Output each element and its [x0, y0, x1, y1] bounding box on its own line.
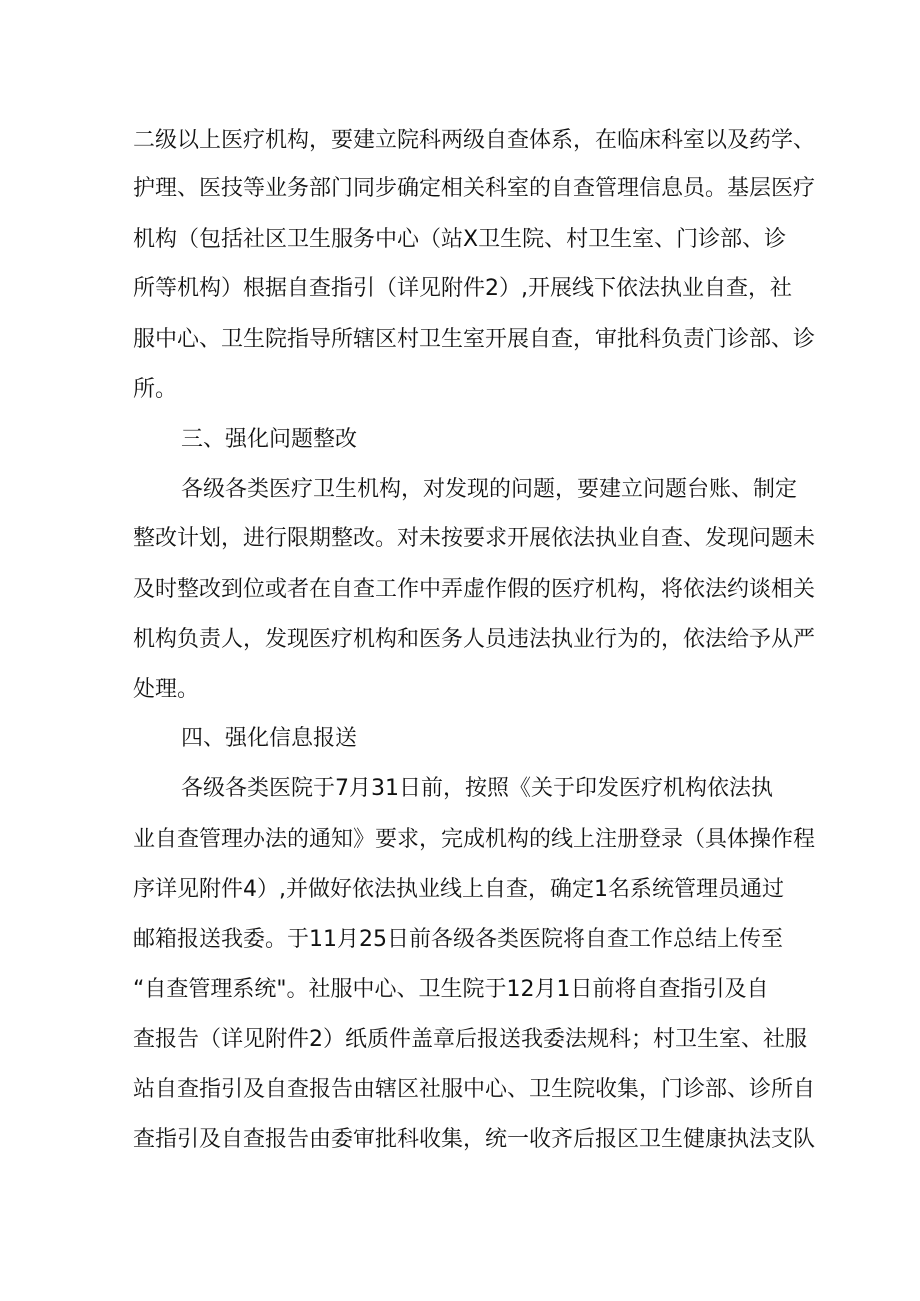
paragraph-3-line-4: 邮箱报送我委。于11月25日前各级各类医院将自查工作总结上传至	[133, 927, 783, 952]
paragraph-3-line-5: “自查管理系统"。社服中心、卫生院于12月1日前将自查指引及自	[133, 977, 769, 1002]
paragraph-2-line-5: 处理。	[133, 677, 200, 702]
paragraph-2-line-2: 整改计划，进行限期整改。对未按要求开展依法执业自查、发现问题未	[133, 526, 816, 551]
paragraph-1-line-1: 二级以上医疗机构，要建立院科两级自查体系，在临床科室以及药学、	[133, 128, 816, 153]
paragraph-2-line-1: 各级各类医疗卫生机构，对发现的问题，要建立问题台账、制定	[181, 477, 798, 502]
section-heading-4: 四、强化信息报送	[181, 726, 358, 751]
paragraph-1-line-3: 机构（包括社区卫生服务中心（站X卫生院、村卫生室、门诊部、诊	[133, 227, 787, 252]
paragraph-3-line-1: 各级各类医院于7月31日前，按照《关于印发医疗机构依法执	[181, 776, 773, 801]
section-heading-3: 三、强化问题整改	[181, 427, 358, 452]
paragraph-2-line-3: 及时整改到位或者在自查工作中弄虚作假的医疗机构，将依法约谈相关	[133, 577, 816, 602]
paragraph-3-line-8: 查指引及自查报告由委审批科收集，统一收齐后报区卫生健康执法支队	[133, 1127, 816, 1152]
paragraph-3-line-3: 序详见附件4）,并做好依法执业线上自查，确定1名系统管理员通过	[133, 877, 784, 902]
paragraph-3-line-6: 查报告（详见附件2）纸质件盖章后报送我委法规科；村卫生室、社服	[133, 1027, 807, 1052]
paragraph-1-line-5: 服中心、卫生院指导所辖区村卫生室开展自查，审批科负责门诊部、诊	[133, 327, 816, 352]
paragraph-1-line-2: 护理、医技等业务部门同步确定相关科室的自查管理信息员。基层医疗	[133, 176, 816, 201]
paragraph-2-line-4: 机构负责人，发现医疗机构和医务人员违法执业行为的，依法给予从严	[133, 627, 816, 652]
paragraph-1-line-6: 所。	[133, 377, 178, 402]
paragraph-1-line-4: 所等机构）根据自查指引（详见附件2）,开展线下依法执业自查，社	[133, 276, 792, 301]
paragraph-3-line-2: 业自查管理办法的通知》要求，完成机构的线上注册登录（具体操作程	[133, 827, 816, 852]
paragraph-3-line-7: 站自查指引及自查报告由辖区社服中心、卫生院收集，门诊部、诊所自	[133, 1077, 816, 1102]
